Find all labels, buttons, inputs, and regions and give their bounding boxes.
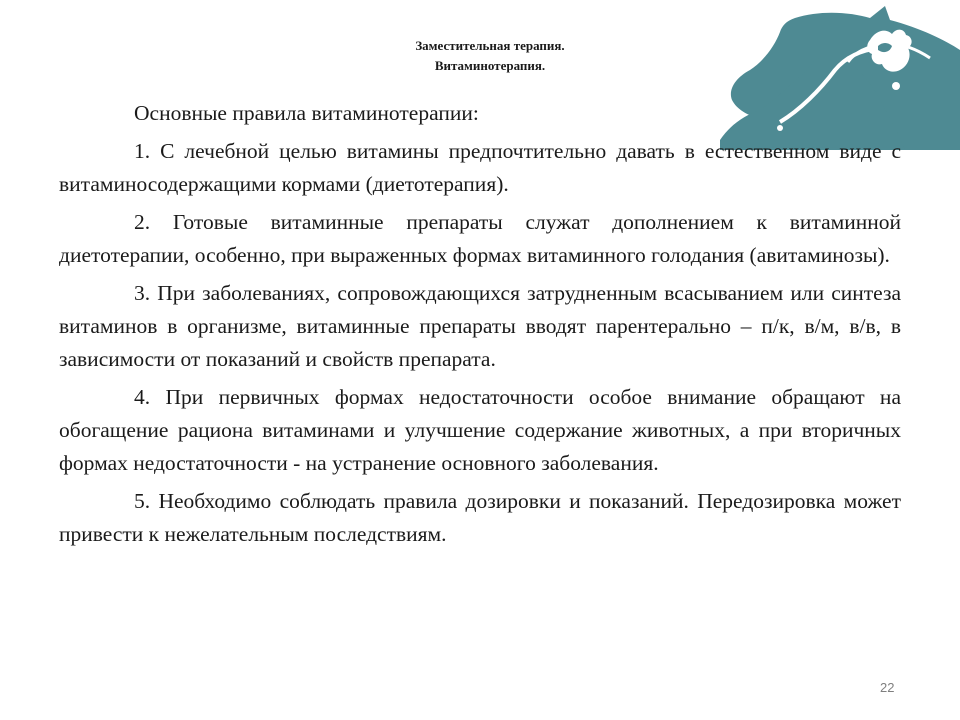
slide-title-line-2: Витаминотерапия.	[434, 58, 546, 73]
rule-paragraph-3: 3. При заболеваниях, сопровождающихся затрудненным всасыванием или синтеза витаминов в организме, витаминные препараты вводят парентерально – п/к, в/м, в/в, в зависимости от показаний и свойств препарата.	[59, 281, 901, 371]
rule-paragraph-5: 5. Необходимо соблюдать правила дозировки и показаний. Передозировка может привести к нежелательным последствиям.	[59, 489, 901, 546]
slide-body	[59, 97, 901, 551]
slide-title-line-1: Заместительная терапия.	[415, 38, 565, 53]
rule-paragraph-4: 4. При первичных формах недостаточности особое внимание обращают на обогащение рациона витаминами и улучшение содержание животных, а при вторичных формах недостаточности - на устранение основного заболевания.	[59, 385, 901, 475]
slide-title	[260, 36, 720, 76]
rule-paragraph-2: 2. Готовые витаминные препараты служат дополнением к витаминной диетотерапии, особенно, при выраженных формах витаминного голодания (авитаминозы).	[59, 210, 901, 267]
rules-heading: Основные правила витаминотерапии:	[134, 101, 479, 125]
page-number: 22	[880, 680, 895, 695]
rule-paragraph-1: 1. С лечебной целью витамины предпочтительно давать в естественном виде с витаминосодержащими кормами (диетотерапия).	[59, 139, 901, 196]
